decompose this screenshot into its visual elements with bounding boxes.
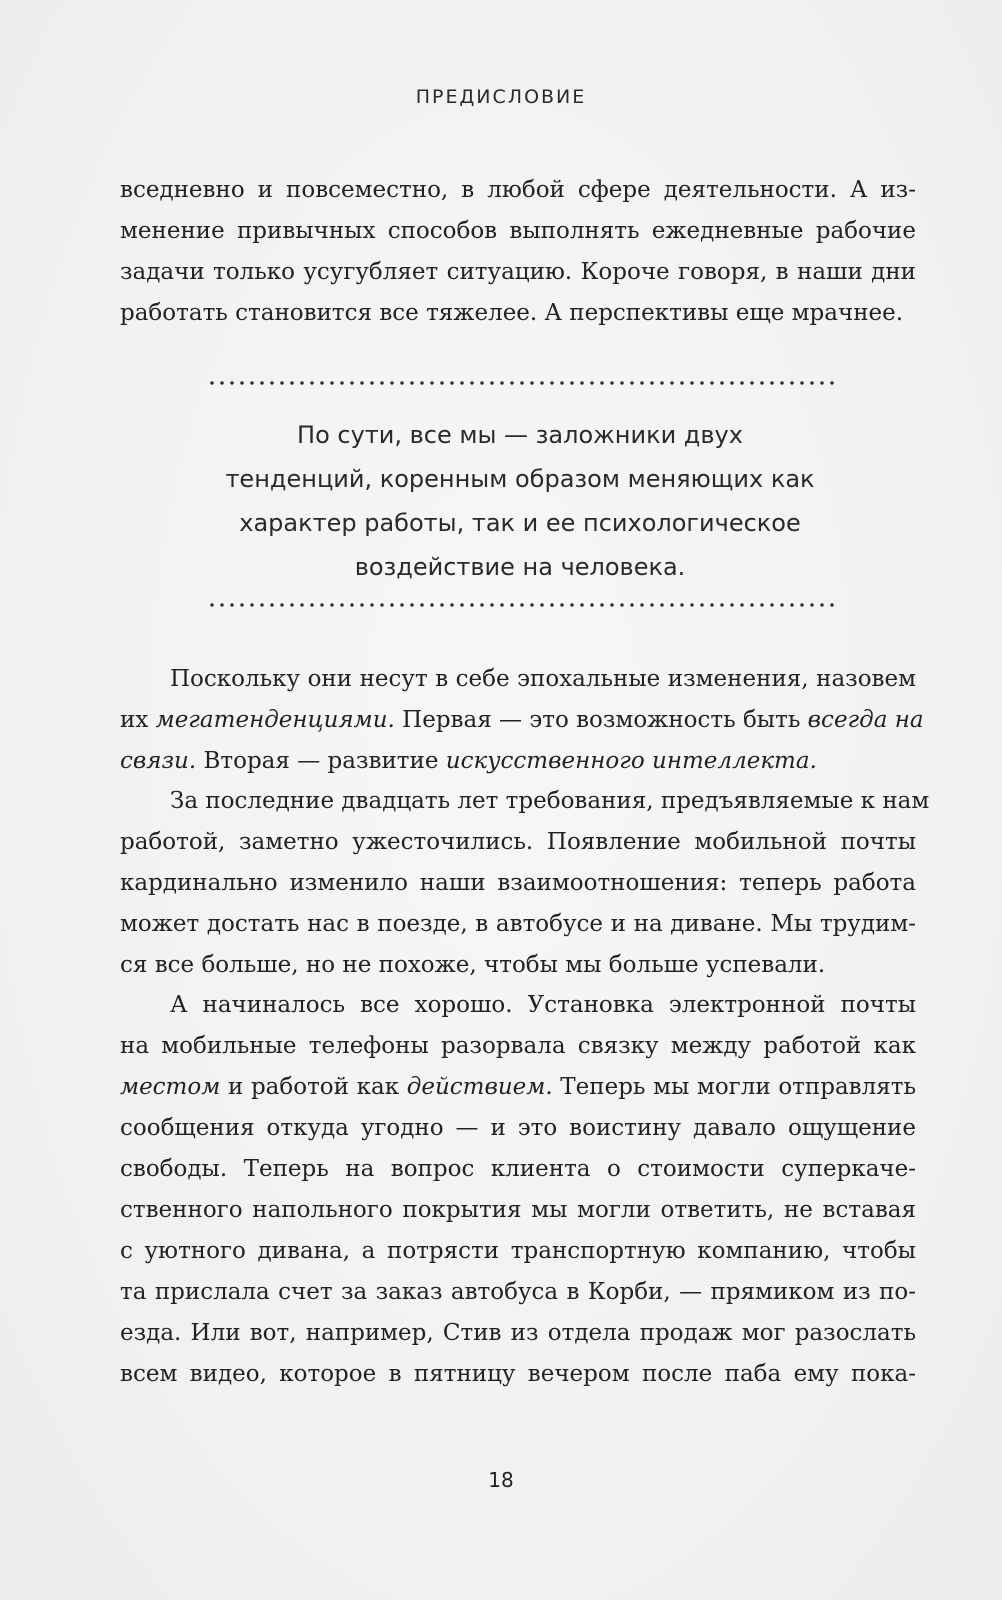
text-line: кардинально изменило наши взаимоотношения: теперь работа	[120, 870, 916, 896]
text-line: та прислала счет за заказ автобуса в Корби, — прямиком из по-	[120, 1279, 916, 1305]
text-line: работой, заметно ужесточились. Появление мобильной почты	[120, 829, 916, 855]
text-line: их мегатенденциями. Первая — это возможность быть всегда на	[120, 707, 924, 733]
running-head: ПРЕДИСЛОВИЕ	[415, 86, 587, 108]
text-line: с уютного дивана, а потрясти транспортную компанию, чтобы	[120, 1238, 916, 1264]
italic-term: мегатенденциями.	[155, 707, 395, 733]
text-line: менение привычных способов выполнять ежедневные рабочие	[120, 218, 916, 244]
italic-term: искусственного интеллекта.	[445, 748, 817, 774]
text-line: езда. Или вот, например, Стив из отдела продаж мог разослать	[120, 1320, 916, 1346]
text-line: всем видео, которое в пятницу вечером после паба ему пока-	[120, 1361, 916, 1387]
dotted-divider-top	[207, 381, 839, 385]
pull-quote-line: тенденций, коренным образом меняющих как	[225, 465, 815, 493]
paragraph-megatrends	[120, 659, 924, 782]
paragraph-beginning	[120, 985, 916, 1395]
text-line: ственного напольного покрытия мы могли ответить, не вставая	[120, 1197, 916, 1223]
text-line: работать становится все тяжелее. А перспективы еще мрачнее.	[120, 300, 904, 326]
pull-quote-line: По сути, все мы — заложники двух	[297, 421, 743, 449]
text-line: Поскольку они несут в себе эпохальные изменения, назовем	[170, 666, 916, 692]
text-line: ся все больше, но не похоже, чтобы мы больше успевали.	[120, 952, 826, 978]
italic-term: связи.	[120, 748, 197, 774]
paragraph-opening	[120, 170, 916, 334]
text-line: на мобильные телефоны разорвала связку между работой как	[120, 1033, 916, 1059]
text-line: задачи только усугубляет ситуацию. Короче говоря, в наши дни	[120, 259, 916, 285]
text-line: связи. Вторая — развитие искусственного интеллекта.	[120, 748, 817, 774]
pull-quote	[140, 413, 900, 589]
italic-term: действием.	[406, 1074, 553, 1100]
text-line: А начиналось все хорошо. Установка электронной почты	[170, 992, 916, 1018]
paragraph-twenty-years	[120, 781, 930, 986]
text-line: За последние двадцать лет требования, предъявляемые к нам	[170, 788, 930, 814]
page-number: 18	[488, 1468, 514, 1492]
text-line: сообщения откуда угодно — и это воистину давало ощущение	[120, 1115, 916, 1141]
text-line: местом и работой как действием. Теперь мы могли отправлять	[120, 1074, 916, 1100]
pull-quote-line: воздействие на человека.	[354, 553, 686, 581]
italic-term: всегда на	[807, 707, 924, 733]
italic-term: местом	[120, 1074, 221, 1100]
pull-quote-line: характер работы, так и ее психологическое	[239, 509, 801, 537]
text-line: вседневно и повсеместно, в любой сфере деятельности. А из-	[120, 177, 916, 203]
dotted-divider-bottom	[207, 603, 839, 607]
text-line: свободы. Теперь на вопрос клиента о стоимости суперкаче-	[120, 1156, 916, 1182]
text-line: может достать нас в поезде, в автобусе и на диване. Мы трудим-	[120, 911, 916, 937]
